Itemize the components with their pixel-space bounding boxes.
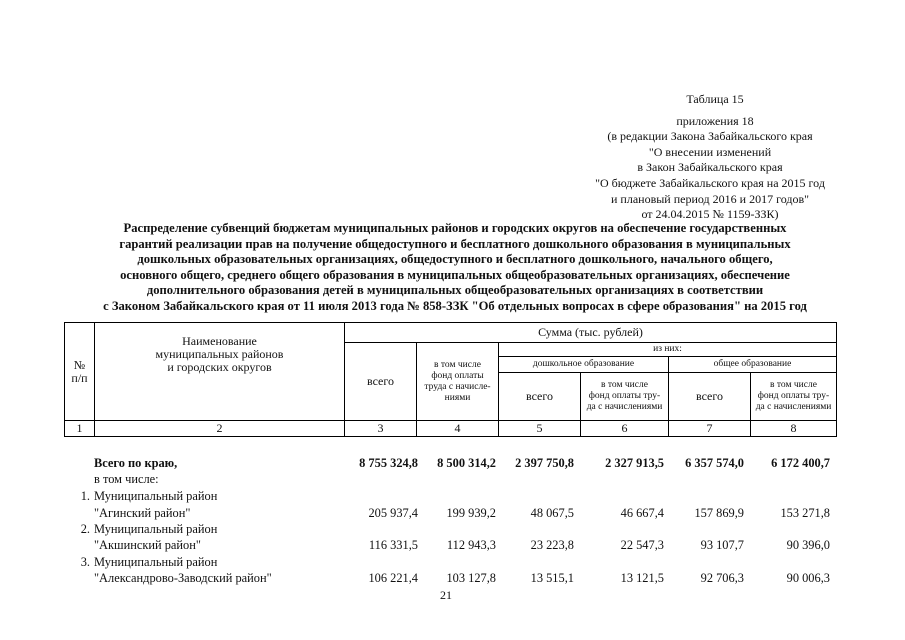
cell-value: 6 172 400,7 bbox=[771, 456, 830, 470]
title-line: с Законом Забайкальского края от 11 июля 2013 года № 858-ЗЗК "Об отдельных вопросах в сфере образования" на 2015 год bbox=[103, 298, 807, 313]
data-table-header bbox=[64, 322, 837, 437]
cell-value: 92 706,3 bbox=[700, 571, 744, 585]
cell-value: 8 500 314,2 bbox=[437, 456, 496, 470]
header-line: и плановый период 2016 и 2017 годов" bbox=[610, 191, 810, 206]
cell-value: 153 271,8 bbox=[780, 506, 830, 520]
header-line: от 24.04.2015 № 1159-ЗЗК) bbox=[641, 207, 779, 222]
col-number: 7 bbox=[669, 421, 751, 437]
cell-value: 6 357 574,0 bbox=[685, 456, 744, 470]
title-line: основного общего, среднего общего образования в муниципальных общеобразовательных организациях, обеспечение bbox=[120, 267, 790, 282]
preschool-fund-header: в том числе фонд оплаты тру- да с начислениями bbox=[581, 373, 669, 421]
col-number: 4 bbox=[417, 421, 499, 437]
cell-value: 90 396,0 bbox=[786, 538, 830, 552]
header-line: приложения 18 bbox=[676, 113, 754, 128]
cell-value: 2 327 913,5 bbox=[605, 456, 664, 470]
cell-value: 2 397 750,8 bbox=[515, 456, 574, 470]
preschool-header: дошкольное образование bbox=[499, 357, 669, 373]
page-number: 21 bbox=[440, 588, 452, 602]
general-total-header: всего bbox=[669, 373, 751, 421]
cell-value: 8 755 324,8 bbox=[359, 456, 418, 470]
appendix-header bbox=[560, 92, 860, 223]
col-number: 2 bbox=[95, 421, 345, 437]
row-number: 1. bbox=[80, 489, 90, 503]
header-line: в Закон Забайкальского края bbox=[637, 160, 783, 175]
col-header-fund: в том числе фонд оплаты труда с начисле- ниями bbox=[417, 343, 499, 421]
cell-value: 103 127,8 bbox=[446, 571, 496, 585]
col-header-num: № п/п bbox=[65, 323, 95, 421]
cell-value: 93 107,7 bbox=[700, 538, 744, 552]
general-header: общее образование bbox=[669, 357, 837, 373]
header-line: Таблица 15 bbox=[686, 92, 744, 106]
cell-value: 13 121,5 bbox=[620, 571, 664, 585]
row-name: Муниципальный район bbox=[94, 489, 218, 503]
preschool-total-header: всего bbox=[499, 373, 581, 421]
row-number: 2. bbox=[80, 522, 90, 536]
col-header-total: всего bbox=[345, 343, 417, 421]
cell-value: 48 067,5 bbox=[530, 506, 574, 520]
col-number: 3 bbox=[345, 421, 417, 437]
cell-value: 205 937,4 bbox=[368, 506, 418, 520]
row-name: "Агинский район" bbox=[94, 506, 191, 520]
title-line: дополнительного образования детей в муниципальных общеобразовательных организациях в соответствии bbox=[146, 283, 764, 298]
cell-value: 23 223,8 bbox=[530, 538, 574, 552]
cell-value: 13 515,1 bbox=[530, 571, 574, 585]
title-line: Распределение субвенций бюджетам муниципальных районов и городских округов на обеспечение государственных bbox=[123, 221, 787, 235]
cell-value: 90 006,3 bbox=[786, 571, 830, 585]
col-header-name: Наименование муниципальных районов и городских округов bbox=[95, 323, 345, 421]
col-number: 6 bbox=[581, 421, 669, 437]
of-them-header: из них: bbox=[499, 343, 837, 357]
sum-header: Сумма (тыс. рублей) bbox=[345, 323, 837, 343]
row-name: "Акшинский район" bbox=[94, 538, 201, 552]
cell-value: 106 221,4 bbox=[368, 571, 418, 585]
row-name: Муниципальный район bbox=[94, 555, 218, 569]
title-line: дошкольных образовательных организациях, общедоступного и бесплатного дошкольного, начального общего, bbox=[137, 252, 773, 267]
cell-value: 112 943,3 bbox=[446, 538, 496, 552]
header-line: "О бюджете Забайкальского края на 2015 год bbox=[595, 175, 825, 190]
document-title bbox=[60, 221, 850, 315]
cell-value: 46 667,4 bbox=[620, 506, 664, 520]
col-number: 5 bbox=[499, 421, 581, 437]
header-line: (в редакции Закона Забайкальского края bbox=[607, 129, 813, 144]
general-fund-header: в том числе фонд оплаты тру- да с начислениями bbox=[751, 373, 837, 421]
cell-value: 199 939,2 bbox=[446, 506, 496, 520]
title-line: гарантий реализации прав на получение общедоступного и бесплатного дошкольного образования в муниципальных bbox=[119, 236, 791, 251]
row-number: 3. bbox=[80, 555, 90, 569]
cell-value: 22 547,3 bbox=[620, 538, 664, 552]
cell-value: 116 331,5 bbox=[368, 538, 418, 552]
header-line: "О внесении изменений bbox=[648, 144, 772, 159]
col-number: 1 bbox=[65, 421, 95, 437]
row-name: "Александрово-Заводский район" bbox=[94, 571, 272, 585]
cell-value: 157 869,9 bbox=[694, 506, 744, 520]
row-name: в том числе: bbox=[94, 472, 159, 486]
row-name: Всего по краю, bbox=[94, 456, 178, 470]
row-name: Муниципальный район bbox=[94, 522, 218, 536]
col-number: 8 bbox=[751, 421, 837, 437]
